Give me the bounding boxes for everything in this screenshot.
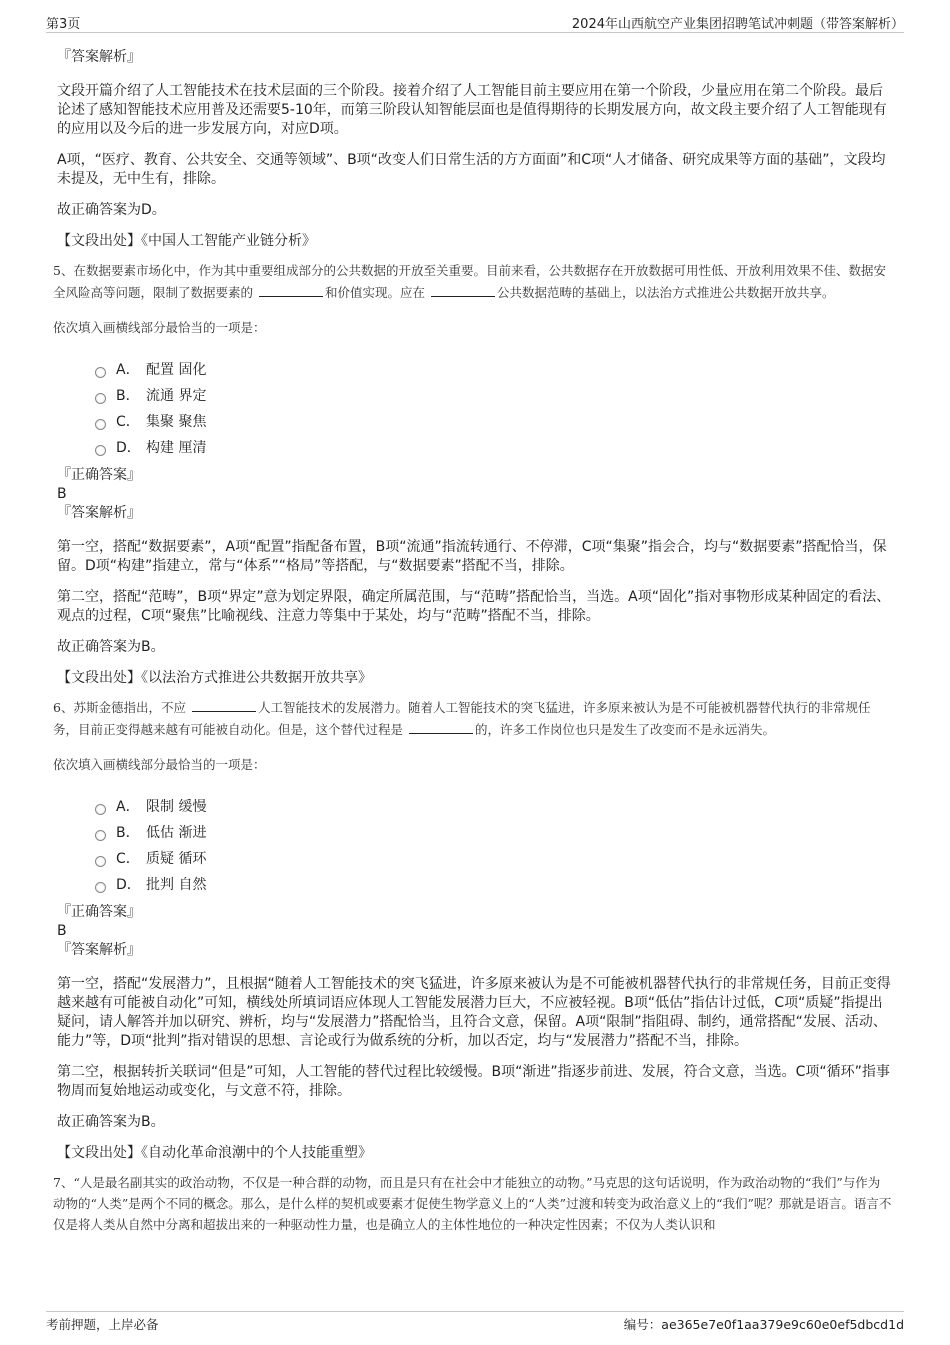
option-list <box>95 793 892 897</box>
footer-slogan: 考前押题，上岸必备 <box>46 1317 159 1332</box>
option-d[interactable]: D． 批判 自然 <box>95 871 892 897</box>
source-citation: 【文段出处】《中国人工智能产业链分析》 <box>57 233 316 249</box>
correct-answer-label: 『正确答案』 <box>57 904 141 920</box>
question-6-stem: 6、苏斯金德指出，不应 人工智能技术的发展潜力。随着人工智能技术的突飞猛进，许多原来被认为是不可能被机器替代执行的非常规任务，目前正变得越来越有可能被自动化。但是，这个替代过程是 的，许多工作岗位也只是发生了改变而不是永远消失。 <box>53 700 871 737</box>
radio-icon[interactable] <box>95 419 106 430</box>
fill-blank <box>431 284 495 297</box>
document-title: 2024年山西航空产业集团招聘笔试冲刺题（带答案解析） <box>571 17 904 32</box>
analysis-paragraph: 第二空，搭配“范畴”，B项“界定”意为划定界限，确定所属范围，与“范畴”搭配恰当，当选。A项“固化”指对事物形成某种固定的看法、观点的过程，C项“聚焦”比喻视线、注意力等集中于某处，均与“范畴”搭配不当，排除。 <box>57 589 891 624</box>
correct-answer-label: 『正确答案』 <box>57 467 141 483</box>
source-citation: 【文段出处】《以法治方式推进公共数据开放共享》 <box>57 670 372 686</box>
analysis-paragraph: 文段开篇介绍了人工智能技术在技术层面的三个阶段。接着介绍了人工智能目前主要应用在第一个阶段，少量应用在第二个阶段。最后论述了感知智能技术应用普及还需要5-10年，而第三阶段认知智能层面也是值得期待的长期发展方向，故文段主要介绍了人工智能现有的应用以及今后的进一步发展方向，对应D项。 <box>57 83 887 137</box>
option-b[interactable]: B． 低估 渐进 <box>95 819 892 845</box>
correct-answer: B <box>57 486 67 502</box>
fill-blank <box>259 284 323 297</box>
answer-statement: 故正确答案为B。 <box>57 639 165 655</box>
option-list <box>95 356 892 460</box>
question-5-stem: 5、在数据要素市场化中，作为其中重要组成部分的公共数据的开放至关重要。目前来看，公共数据存在开放数据可用性低、开放利用效果不佳、数据安全风险高等问题，限制了数据要素的 和价值实现。应在 公共数据范畴的基础上，以法治方式推进公共数据开放共享。 <box>53 263 886 300</box>
question-prompt: 依次填入画横线部分最恰当的一项是： <box>53 320 266 335</box>
radio-icon[interactable] <box>95 367 106 378</box>
option-c[interactable]: C． 集聚 聚焦 <box>95 408 892 434</box>
analysis-paragraph: 第一空，搭配“发展潜力”，且根据“随着人工智能技术的突飞猛进，许多原来被认为是不可能被机器替代执行的非常规任务，目前正变得越来越有可能被自动化”可知，横线处所填词语应体现人工智能发展潜力巨大，不应被轻视。B项“低估”指估计过低，C项“质疑”指提出疑问，请人解答并加以研究、辨析，均与“发展潜力”搭配恰当，且符合文意，保留。A项“限制”指阻碍、制约，通常搭配“发展、活动、能力”等，D项“批判”指对错误的思想、言论或行为做系统的分析，加以否定，均与“发展潜力”搭配不当，排除。 <box>57 976 891 1049</box>
answer-statement: 故正确答案为D。 <box>57 202 166 218</box>
page-number: 第3页 <box>46 17 81 32</box>
document-code: 编号：ae365e7e0f1aa379e9c60e0ef5dbcd1d <box>623 1317 904 1332</box>
option-c[interactable]: C． 质疑 循环 <box>95 845 892 871</box>
radio-icon[interactable] <box>95 856 106 867</box>
analysis-paragraph: 第二空，根据转折关联词“但是”可知，人工智能的替代过程比较缓慢。B项“渐进”指逐步前进、发展，符合文意，当选。C项“循环”指事物周而复始地运动或变化，与文意不符，排除。 <box>57 1064 890 1099</box>
radio-icon[interactable] <box>95 804 106 815</box>
question-prompt: 依次填入画横线部分最恰当的一项是： <box>53 757 266 772</box>
analysis-paragraph: 第一空，搭配“数据要素”，A项“配置”指配备布置，B项“流通”指流转通行、不停滞，C项“集聚”指会合，均与“数据要素”搭配恰当，保留。D项“构建”指建立，常与“体系”“格局”等搭配，与“数据要素”搭配不当，排除。 <box>57 539 887 574</box>
radio-icon[interactable] <box>95 882 106 893</box>
analysis-paragraph: A项，“医疗、教育、公共安全、交通等领域”、B项“改变人们日常生活的方方面面”和C项“人才储备、研究成果等方面的基础”，文段均未提及，无中生有，排除。 <box>57 152 886 187</box>
question-7-stem: 7、“人是最名副其实的政治动物，不仅是一种合群的动物，而且是只有在社会中才能独立的动物。”马克思的这句话说明，作为政治动物的“我们”与作为动物的“人类”是两个不同的概念。那么，是什么样的契机或要素才促使生物学意义上的“人类”过渡和转变为政治意义上的“我们”呢？那就是语言。语言不仅是将人类从自然中分离和超拔出来的一种驱动性力量，也是确立人的主体性地位的一种决定性因素；不仅为人类认识和 <box>53 1175 892 1232</box>
analysis-label: 『答案解析』 <box>57 49 141 65</box>
analysis-label: 『答案解析』 <box>57 505 141 521</box>
answer-statement: 故正确答案为B。 <box>57 1114 165 1130</box>
radio-icon[interactable] <box>95 445 106 456</box>
option-a[interactable]: A． 配置 固化 <box>95 356 892 382</box>
source-citation: 【文段出处】《自动化革命浪潮中的个人技能重塑》 <box>57 1145 372 1161</box>
analysis-label: 『答案解析』 <box>57 942 141 958</box>
option-d[interactable]: D． 构建 厘清 <box>95 434 892 460</box>
page-header <box>46 12 904 33</box>
fill-blank <box>409 721 473 734</box>
option-a[interactable]: A． 限制 缓慢 <box>95 793 892 819</box>
fill-blank <box>192 699 256 712</box>
correct-answer: B <box>57 923 67 939</box>
radio-icon[interactable] <box>95 830 106 841</box>
page-footer <box>46 1311 904 1332</box>
radio-icon[interactable] <box>95 393 106 404</box>
option-b[interactable]: B． 流通 界定 <box>95 382 892 408</box>
document-body <box>53 48 892 1235</box>
